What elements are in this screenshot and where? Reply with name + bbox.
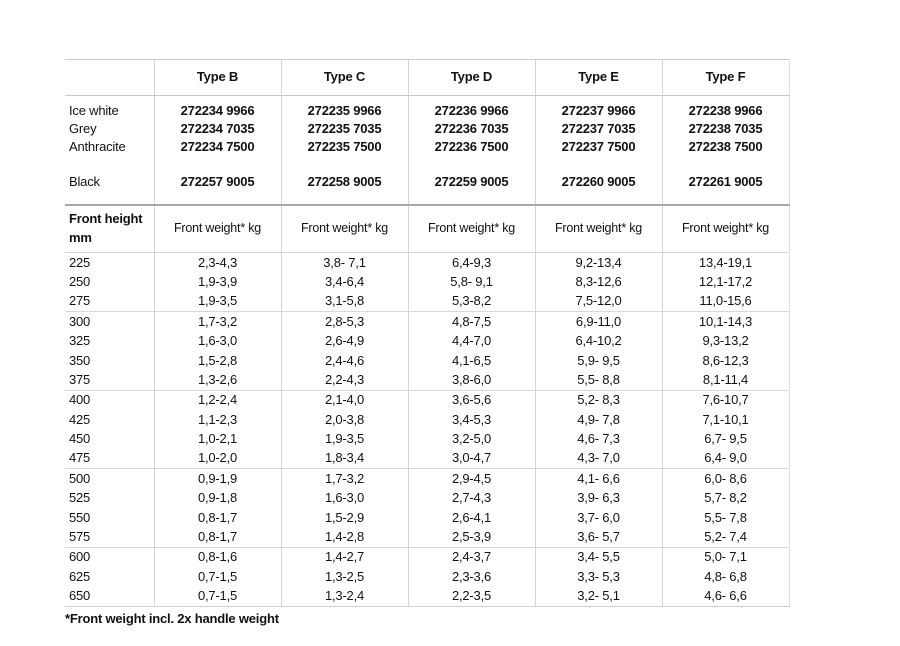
weight-row [65,390,789,410]
weight-range-cell: 1,9-3,9 [154,272,281,291]
weight-range-cell: 9,2-13,4 [535,253,662,273]
weight-range-cell: 4,3- 7,0 [535,449,662,469]
weight-range-cell: 3,9- 6,3 [535,489,662,508]
weight-range-cell: 4,8-7,5 [408,312,535,332]
height-cell: 400 [65,390,154,410]
weight-range-cell: 0,7-1,5 [154,587,281,607]
product-code-cell: 272234 7035 [154,120,281,138]
weight-range-cell: 2,0-3,8 [281,410,408,429]
weight-range-cell: 4,8- 6,8 [662,567,789,586]
weight-range-cell: 2,3-3,6 [408,567,535,586]
weight-range-cell: 8,1-11,4 [662,370,789,390]
weight-row [65,351,789,370]
type-c-header: Type C [281,60,408,96]
product-code-cell: 272236 9966 [408,96,535,121]
weight-range-cell: 5,3-8,2 [408,292,535,312]
weight-range-cell: 3,2-5,0 [408,430,535,449]
height-cell: 625 [69,568,91,584]
weight-range-cell: 1,3-2,4 [281,587,408,607]
weight-range-cell: 4,9- 7,8 [535,410,662,429]
weight-range-cell: 2,1-4,0 [281,390,408,410]
weight-row [65,312,789,332]
weight-range-cell: 5,0- 7,1 [662,547,789,567]
weight-header-cell: Front weight* kg [662,205,789,253]
weight-range-cell: 6,4-10,2 [535,332,662,351]
height-cell: 500 [65,469,154,489]
type-header-row [65,60,789,96]
weight-range-cell: 3,6-5,6 [408,390,535,410]
color-label: Anthracite [69,138,126,154]
product-code-cell: 272235 7035 [281,120,408,138]
color-end-spacer-row [65,191,789,205]
weight-row [65,567,789,586]
weight-range-cell: 2,5-3,9 [408,527,535,547]
weight-range-cell: 1,7-3,2 [154,312,281,332]
weight-range-cell: 2,2-4,3 [281,370,408,390]
color-row [65,96,789,121]
spacer-cell [662,191,789,205]
weight-header-cell: Front weight* kg [154,205,281,253]
weight-range-cell: 3,3- 5,3 [535,567,662,586]
weight-header-cell: Front weight* kg [535,205,662,253]
weight-range-cell: 1,9-3,5 [281,430,408,449]
type-f-header: Type F [662,60,789,96]
weight-range-cell: 2,6-4,1 [408,508,535,527]
weight-range-cell: 1,6-3,0 [281,489,408,508]
weight-data-section [65,253,789,607]
weight-range-cell: 2,7-4,3 [408,489,535,508]
weight-range-cell: 3,2- 5,1 [535,587,662,607]
weight-range-cell: 3,7- 6,0 [535,508,662,527]
weight-range-cell: 4,6- 7,3 [535,430,662,449]
product-code-cell: 272234 9966 [154,96,281,121]
weight-row [65,370,789,390]
weight-range-cell: 10,1-14,3 [662,312,789,332]
spacer-cell [408,156,535,173]
product-code-cell: 272236 7500 [408,138,535,156]
weight-range-cell: 5,5- 7,8 [662,508,789,527]
weight-range-cell: 3,1-5,8 [281,292,408,312]
front-height-label: Front height [69,211,143,227]
weight-range-cell: 6,0- 8,6 [662,469,789,489]
weight-range-cell: 4,6- 6,6 [662,587,789,607]
weight-range-cell: 7,5-12,0 [535,292,662,312]
product-code-cell: 272238 7035 [662,120,789,138]
weight-range-cell: 7,1-10,1 [662,410,789,429]
weight-range-cell: 2,4-3,7 [408,547,535,567]
weight-range-cell: 1,3-2,5 [281,567,408,586]
height-cell: 375 [69,371,91,387]
spacer-cell [281,156,408,173]
product-code-cell: 272237 9966 [535,96,662,121]
height-cell: 350 [69,352,91,368]
product-code-cell: 272237 7035 [535,120,662,138]
weight-range-cell: 3,8- 7,1 [281,253,408,273]
type-e-header: Type E [535,60,662,96]
weight-range-cell: 3,4- 5,5 [535,547,662,567]
weight-range-cell: 5,2- 7,4 [662,527,789,547]
weight-row [65,587,789,607]
product-code-cell: 272235 9966 [281,96,408,121]
height-cell: 450 [69,431,91,447]
spacer-cell [154,156,281,173]
weight-range-cell: 12,1-17,2 [662,272,789,291]
weight-range-cell: 1,0-2,0 [154,449,281,469]
weight-range-cell: 5,9- 9,5 [535,351,662,370]
weight-range-cell: 0,7-1,5 [154,567,281,586]
weight-range-cell: 9,3-13,2 [662,332,789,351]
weight-range-cell: 8,6-12,3 [662,351,789,370]
weight-range-cell: 1,4-2,8 [281,527,408,547]
weight-range-cell: 1,5-2,9 [281,508,408,527]
weight-range-cell: 1,6-3,0 [154,332,281,351]
weight-range-cell: 1,8-3,4 [281,449,408,469]
color-row [65,138,789,156]
height-cell: 475 [69,450,91,466]
weight-range-cell: 1,9-3,5 [154,292,281,312]
height-cell: 575 [69,529,91,545]
weight-row [65,449,789,469]
weight-range-cell: 5,2- 8,3 [535,390,662,410]
weight-range-cell: 1,4-2,7 [281,547,408,567]
weight-row [65,332,789,351]
weight-row [65,508,789,527]
weight-range-cell: 0,9-1,9 [154,469,281,489]
color-label: Ice white [69,102,119,118]
type-d-header: Type D [408,60,535,96]
height-cell: 275 [69,293,91,309]
color-row [65,120,789,138]
weight-range-cell: 13,4-19,1 [662,253,789,273]
measure-header-row [65,205,789,253]
weight-range-cell: 5,5- 8,8 [535,370,662,390]
weight-range-cell: 0,8-1,7 [154,508,281,527]
weight-row [65,430,789,449]
weight-range-cell: 0,9-1,8 [154,489,281,508]
weight-range-cell: 2,3-4,3 [154,253,281,273]
product-code-cell: 272261 9005 [662,173,789,191]
spacer-cell [535,156,662,173]
weight-header-cell: Front weight* kg [408,205,535,253]
product-code-cell: 272238 9966 [662,96,789,121]
weight-range-cell: 2,2-3,5 [408,587,535,607]
spacer-cell [281,191,408,205]
weight-range-cell: 4,4-7,0 [408,332,535,351]
height-cell: 425 [69,411,91,427]
product-code-cell: 272237 7500 [535,138,662,156]
weight-range-cell: 1,5-2,8 [154,351,281,370]
height-cell: 525 [69,490,91,506]
weight-row [65,253,789,273]
height-cell: 300 [65,312,154,332]
corner-blank-cell [65,60,154,96]
weight-range-cell: 2,8-5,3 [281,312,408,332]
weight-header-cell: Front weight* kg [281,205,408,253]
color-spacer-row [65,156,789,173]
spacer-cell [154,191,281,205]
weight-range-cell: 1,7-3,2 [281,469,408,489]
type-b-header: Type B [154,60,281,96]
weight-row [65,292,789,312]
weight-range-cell: 1,2-2,4 [154,390,281,410]
product-code-cell: 272257 9005 [154,173,281,191]
weight-row [65,489,789,508]
product-code-cell: 272259 9005 [408,173,535,191]
color-code-section [65,96,789,206]
spacer-cell [662,156,789,173]
weight-row [65,272,789,291]
height-cell: 650 [65,587,154,607]
product-code-cell: 272260 9005 [535,173,662,191]
height-cell: 250 [69,273,91,289]
weight-range-cell: 5,7- 8,2 [662,489,789,508]
weight-row [65,410,789,429]
spacer-cell [65,191,154,205]
weight-range-cell: 11,0-15,6 [662,292,789,312]
weight-range-cell: 1,0-2,1 [154,430,281,449]
color-row [65,173,789,191]
height-cell: 225 [69,254,91,270]
color-label: Grey [69,120,97,136]
weight-range-cell: 3,8-6,0 [408,370,535,390]
weight-row [65,547,789,567]
product-code-cell: 272236 7035 [408,120,535,138]
spacer-cell [65,156,154,173]
height-cell: 550 [69,509,91,525]
spec-table [65,59,790,607]
color-label: Black [69,173,100,189]
weight-range-cell: 0,8-1,6 [154,547,281,567]
weight-range-cell: 6,4-9,3 [408,253,535,273]
product-code-cell: 272258 9005 [281,173,408,191]
weight-range-cell: 7,6-10,7 [662,390,789,410]
front-height-header [65,205,154,253]
weight-range-cell: 0,8-1,7 [154,527,281,547]
weight-range-cell: 2,4-4,6 [281,351,408,370]
weight-range-cell: 6,4- 9,0 [662,449,789,469]
weight-range-cell: 4,1-6,5 [408,351,535,370]
weight-range-cell: 6,9-11,0 [535,312,662,332]
weight-range-cell: 3,4-6,4 [281,272,408,291]
weight-range-cell: 2,9-4,5 [408,469,535,489]
weight-range-cell: 1,1-2,3 [154,410,281,429]
weight-range-cell: 5,8- 9,1 [408,272,535,291]
weight-row [65,469,789,489]
front-height-unit: mm [69,230,92,245]
footnote: *Front weight incl. 2x handle weight [65,611,279,626]
weight-range-cell: 8,3-12,6 [535,272,662,291]
product-code-cell: 272234 7500 [154,138,281,156]
weight-range-cell: 3,4-5,3 [408,410,535,429]
height-cell: 325 [69,333,91,349]
weight-row [65,527,789,547]
weight-range-cell: 1,3-2,6 [154,370,281,390]
product-code-cell: 272238 7500 [662,138,789,156]
weight-range-cell: 3,0-4,7 [408,449,535,469]
weight-range-cell: 3,6- 5,7 [535,527,662,547]
product-code-cell: 272235 7500 [281,138,408,156]
spacer-cell [535,191,662,205]
height-cell: 600 [65,547,154,567]
weight-range-cell: 2,6-4,9 [281,332,408,351]
spacer-cell [408,191,535,205]
weight-range-cell: 4,1- 6,6 [535,469,662,489]
weight-range-cell: 6,7- 9,5 [662,430,789,449]
